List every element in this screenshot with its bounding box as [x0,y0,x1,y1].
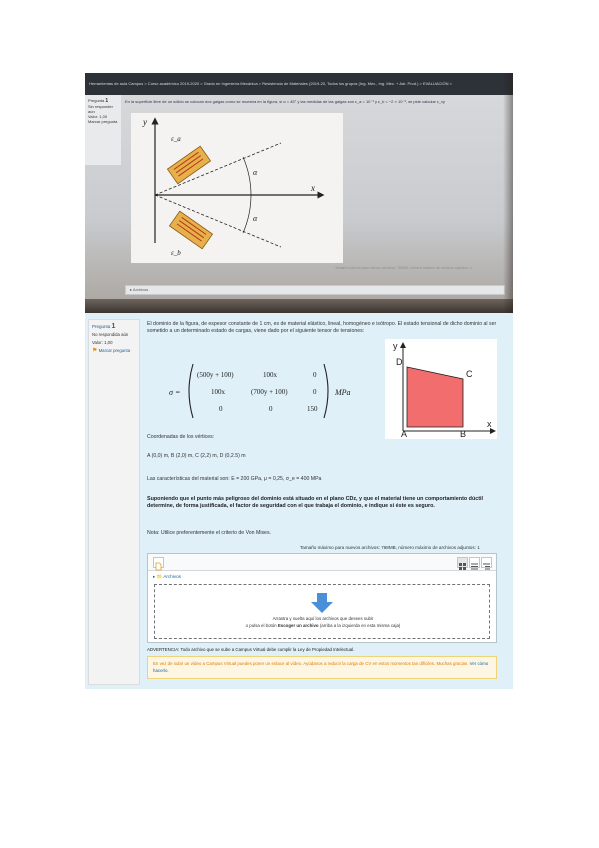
drop-instructions-1: Arrastra y suelta aquí los archivos que desees subir [272,616,374,621]
video-tip-link[interactable]: Ver cómo hacerlo. [153,661,489,673]
vertex-label-d: D [396,357,403,367]
photo-question-value: Valor: 1,00 [88,114,108,119]
drop-instructions-2-pre: o pulsa el botón [245,623,278,628]
photo-axis-x: x [311,183,315,193]
view-icons-button[interactable] [457,557,468,568]
tree-view-icon [482,562,491,571]
photo-label-ea: ε_a [171,135,181,143]
question-intro: El dominio de la figura, de espesor constante de 1 cm, es de material elástico, lineal, homogéneo e isótropo. El estado tensional de dicho dominio al ser sometido a un determinado estado de cargas, viene dado por el siguiente tensor de tensiones: [147,321,497,334]
grid-view-icon [458,562,467,571]
vertex-label-b: B [460,429,467,439]
photo-screen [85,73,513,313]
question-info [88,319,140,685]
tensor-r2c1: 100x [211,388,225,396]
domain-figure [385,339,497,439]
photo-shadow [503,73,513,313]
tensor-r2c3: 0 [313,388,317,396]
strain-gauge-diagram [131,113,343,263]
monitor-bezel [85,299,513,313]
tensor-r2c2: (700y + 100) [251,388,288,396]
view-tree-button[interactable] [481,557,492,568]
file-drop-zone[interactable] [154,584,490,639]
photo-axis-y: y [143,117,147,127]
monitor-photo [85,73,513,313]
video-tip-text: En vez de subir un vídeo a Campus Virtual puedes poner un enlace al vídeo. Ayúdanos a reducir la carga de CV en estos momentos tan difíciles. Muchas gracias. [153,661,469,666]
add-file-icon [154,562,163,571]
photo-question-number: 1 [105,98,109,104]
tensor-right-paren [324,364,328,418]
tensor-unit: MPa [335,388,351,397]
question-content [147,321,507,335]
tensor-r3c3: 150 [307,405,318,413]
domain-axis-x-label: x [487,419,492,429]
tensor-r3c1: 0 [219,405,223,413]
tensor-r3c2: 0 [269,405,273,413]
question-label: Pregunta [92,324,111,329]
tensor-left-paren [189,364,193,418]
photo-max-size: Tamaño máximo para nuevos archivos: 768MB, número máximo de archivos adjuntos: 1 [335,266,472,270]
upload-max-size: Tamaño máximo para nuevos archivos: 768MB, número máximo de archivos adjuntos: 1 [300,545,480,550]
vertex-label-a: A [401,429,408,439]
question-value: Valor: 1,00 [92,340,113,345]
photo-question-label: Pregunta [88,98,105,103]
question-status: No respondida aún [92,332,129,337]
file-picker [147,553,497,643]
domain-axis-y-label: y [393,341,398,351]
photo-alpha-1: α [253,168,258,177]
photo-files-bar: ▸ Archivos [125,285,505,295]
material-properties: Las características del material son: E = 200 GPa, μ = 0,25, σ_e = 400 MPa [147,476,322,482]
flag-icon: ⚑ [92,348,98,354]
question-note: Nota: Utilice preferentemente el criterio de Von Mises. [147,530,271,536]
vertex-coordinates: A (0,0) m, B (2,0) m, C (2,2) m, D (0,2.5) m [147,453,246,459]
tensor-r1c1: (500y + 100) [197,371,234,379]
add-file-button[interactable] [153,557,164,568]
photo-strain-gauge-figure [131,113,343,263]
list-view-icon [470,562,479,571]
choose-file-label: Escoger un archivo [277,623,319,628]
tensor-symbol: σ = [169,388,181,397]
photo-breadcrumb: Herramientas de aula Campus > Curso académico 2019-2020 > Grado en Ingeniería Mecánica > Resistencia de Materiales (2019-20, Todos los grupos (Ing. Mec., Ing. Mec. + Adr. Prod.) > EVALUACIÓN > [85,73,513,95]
file-picker-toolbar [148,554,496,571]
flag-question-link[interactable] [92,347,136,355]
video-tip [147,656,497,679]
view-switcher [456,557,492,568]
photo-question-info [85,95,121,165]
stress-tensor [147,356,367,426]
view-list-button[interactable] [469,557,480,568]
photo-question-status: Sin responder aún [88,104,113,114]
upload-arrow-icon [311,593,333,613]
coords-title: Coordenadas de los vértices: [147,434,215,440]
domain-figure-svg [385,339,497,439]
files-folder-link[interactable]: ▸ 📁 Archivos [153,574,181,579]
tensor-r1c2: 100x [263,371,277,379]
photo-alpha-2: α [253,214,258,223]
tensor-r1c3: 0 [313,371,317,379]
photo-flag-question: Marcar pregunta [88,119,118,124]
stress-tensor-svg [147,356,367,426]
drop-instructions-2 [155,623,491,628]
vertex-label-c: C [466,369,473,379]
ip-warning: ADVERTENCIA: Todo archivo que se sube a Campus Virtual debe cumplir la Ley de Propiedad Intelectual. [147,647,355,652]
question-panel [85,313,513,689]
question-number: 1 [111,323,116,330]
domain-shape [407,367,463,427]
photo-label-eb: ε_b [171,249,181,257]
drop-instructions-2-post: (arriba a la izquierda en esta misma caja) [318,623,401,628]
question-task: Suponiendo que el punto más peligroso del dominio está situado en el plano CDz, y que el material tiene un comportamiento dúctil determine, de forma justificada, el factor de seguridad con el que trabaja el dominio, e indique si éste es seguro. [147,496,484,509]
photo-question-text: En la superficie libre de un sólido se colocan dos galgas como se muestra en la figura, si α = 45° y las medidas de las galgas son ε_a = 10⁻³ y ε_b = −2 × 10⁻³, se pide calcular ε_xy [125,99,445,104]
flag-question-label: Marcar pregunta [98,348,131,353]
